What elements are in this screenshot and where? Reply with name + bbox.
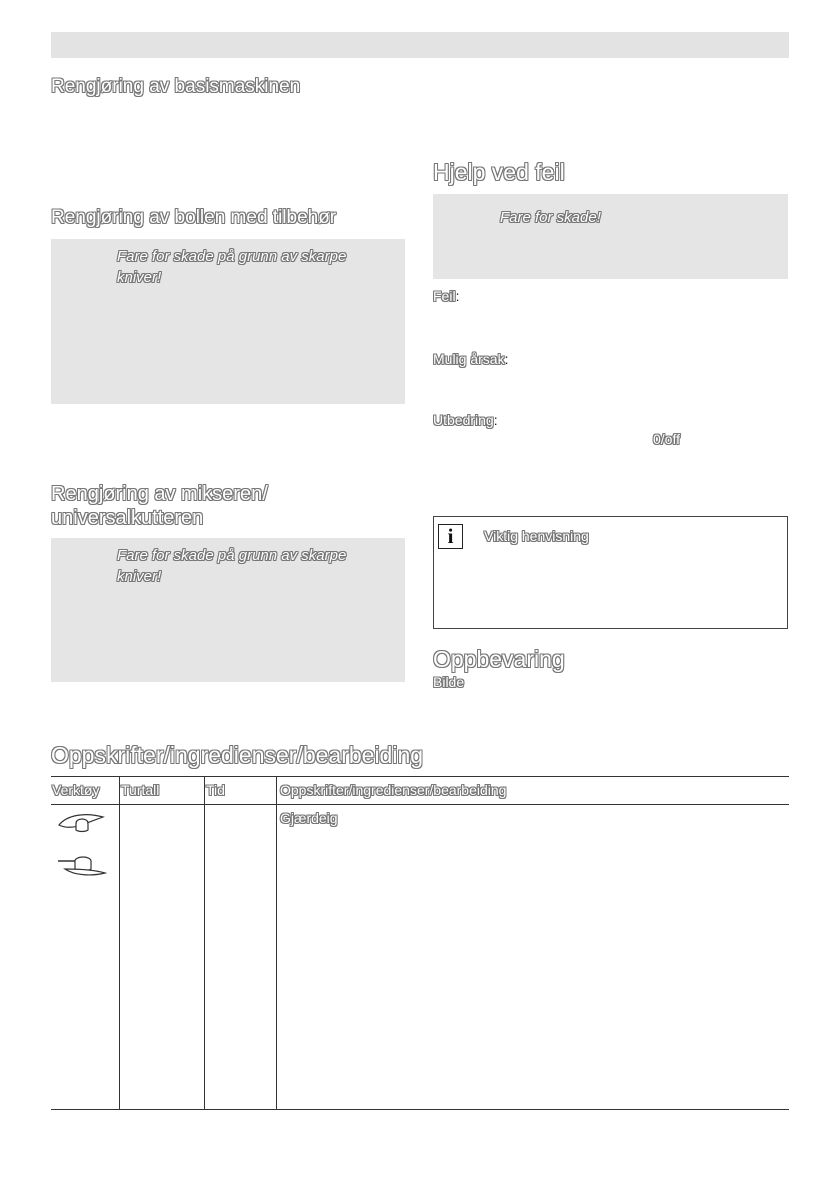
cause-colon: : <box>504 351 509 367</box>
recipe-name: Gjærdeig <box>280 810 338 826</box>
cause-label: Mulig årsak: <box>433 351 509 367</box>
blade-insert-icon <box>55 852 107 878</box>
table-header-time: Tid <box>206 782 225 798</box>
warning-box-bowl <box>51 239 405 404</box>
warning-text-bowl-line2: kniver! <box>117 269 162 286</box>
warning-text-help: Fare for skade! <box>500 209 601 226</box>
table-col-divider <box>276 776 277 1110</box>
table-header-tool: Verktøy <box>52 782 100 798</box>
heading-cleaning-mixer-line1: Rengjøring av mikseren/ <box>51 483 268 505</box>
table-header-recipe: Oppskrifter/ingredienser/bearbeiding <box>280 782 507 798</box>
switch-position-text: 0/off <box>653 431 680 447</box>
table-header-rule <box>51 804 789 805</box>
fault-label: Feil: <box>433 288 460 304</box>
table-bottom-rule <box>51 1109 789 1110</box>
heading-cleaning-bowl: Rengjøring av bollen med tilbehør <box>51 207 337 228</box>
header-bar <box>51 32 789 58</box>
fault-colon: : <box>455 288 460 304</box>
heading-help: Hjelp ved feil <box>433 159 565 185</box>
table-col-divider <box>204 776 205 1110</box>
info-icon: i <box>438 524 463 549</box>
table-top-rule <box>51 776 789 777</box>
heading-storage: Oppbevaring <box>433 646 565 672</box>
heading-cleaning-mixer-line2: universalkutteren <box>51 507 204 529</box>
warning-box-mixer <box>51 538 405 682</box>
info-title: Viktig henvisning <box>484 528 589 544</box>
table-col-divider <box>119 776 120 1110</box>
table-header-speed: Turtall <box>121 782 160 798</box>
warning-box-help <box>433 194 788 279</box>
remedy-label: Utbedring: <box>433 412 498 428</box>
remedy-colon: : <box>493 412 498 428</box>
heading-recipes: Oppskrifter/ingredienser/bearbeiding <box>51 742 424 768</box>
warning-text-mixer-line2: kniver! <box>117 568 162 585</box>
warning-text-mixer-line1: Fare for skade på grunn av skarpe <box>117 547 347 564</box>
warning-text-bowl-line1: Fare for skade på grunn av skarpe <box>117 248 347 265</box>
storage-subtitle: Bilde <box>433 674 465 690</box>
heading-cleaning-base: Rengjøring av basismaskinen <box>51 76 301 97</box>
kneading-blade-icon <box>55 810 107 834</box>
